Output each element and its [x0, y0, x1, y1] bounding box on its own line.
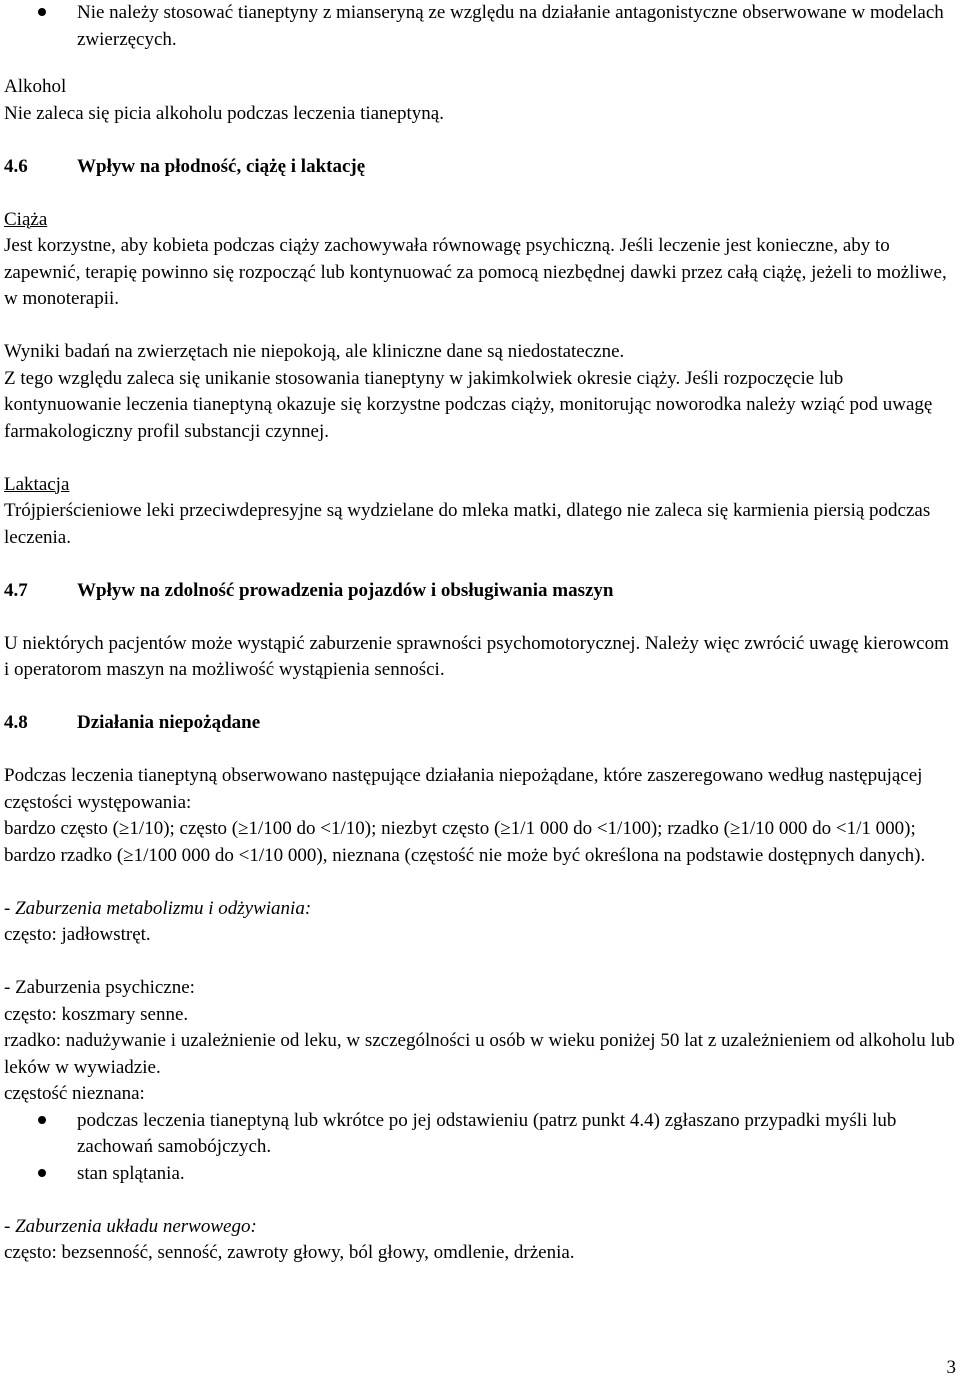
- bullet-icon: [38, 8, 46, 16]
- alcohol-title: Alkohol: [4, 76, 67, 97]
- psychiatric-often: często: koszmary senne.: [4, 1003, 189, 1025]
- lactation-paragraph: Trójpierścieniowe leki przeciwdepresyjne są wydzielane do mleka matki, dlatego nie zaleca się karmienia piersią podczas leczenia.: [4, 500, 931, 548]
- section-number: 4.8: [4, 712, 28, 733]
- document-page: [4, 0, 956, 1267]
- list-item: [4, 0, 956, 53]
- list-item-text: Nie należy stosować tianeptyny z mianseryną ze względu na działanie antagonistyczne obserwowane w modelach zwierzęcych.: [77, 2, 944, 50]
- section-number: 4.7: [4, 579, 28, 601]
- bullet-icon: [38, 1116, 46, 1124]
- list-item-text: podczas leczenia tianeptyną lub wkrótce po jej odstawieniu (patrz punkt 4.4) zgłaszano przypadki myśli lub zachowań samobójczych.: [77, 1109, 897, 1157]
- bullet-icon: [38, 1169, 46, 1177]
- pregnancy-paragraph-2: Wyniki badań na zwierzętach nie niepokoją, ale kliniczne dane są niedostateczne.: [4, 341, 625, 362]
- nervous-system-text: często: bezsenność, senność, zawroty głowy, ból głowy, omdlenie, drżenia.: [4, 1242, 575, 1263]
- section-4-7-paragraph: U niektórych pacjentów może wystąpić zaburzenie sprawności psychomotorycznej. Należy więc zwrócić uwagę kierowcom i operatorom maszyn na możliwość wystąpienia senności.: [4, 632, 949, 680]
- alcohol-text: Nie zaleca się picia alkoholu podczas leczenia tianeptyną.: [4, 102, 444, 124]
- pregnancy-paragraph-1: Jest korzystne, aby kobieta podczas ciąży zachowywała równowagę psychiczną. Jeśli leczenie jest konieczne, aby to zapewnić, terapię powinno się rozpocząć lub kontynuować za pomocą niezbędnej dawki przez całą ciążę, jeżeli to możliwe, w monoterapii.: [4, 235, 947, 309]
- frequency-definitions: bardzo często (≥1/10); często (≥1/100 do <1/10); niezbyt często (≥1/1 000 do <1/100); rzadko (≥1/10 000 do <1/1 000); bardzo rzadko (≥1/100 000 do <1/10 000), nieznana (częstość nie może być określona na podstawie dostępnych danych).: [4, 818, 926, 866]
- psychiatric-title: - Zaburzenia psychiczne:: [4, 977, 195, 998]
- section-4-6-heading: [4, 154, 956, 181]
- list-item-text: stan splątania.: [77, 1162, 185, 1184]
- lactation-title: Laktacja: [4, 473, 70, 495]
- adverse-intro: Podczas leczenia tianeptyną obserwowano następujące działania niepożądane, które zaszeregowano według następującej częstości występowania:: [4, 765, 923, 813]
- bullet-list-top: [4, 0, 956, 53]
- section-title: Działania niepożądane: [77, 712, 261, 733]
- psychiatric-rare: rzadko: nadużywanie i uzależnienie od leku, w szczególności u osób w wieku poniżej 50 lat z uzależnieniem od alkoholu lub leków w wywiadzie.: [4, 1030, 955, 1078]
- list-item: [4, 1161, 956, 1188]
- section-number: 4.6: [4, 155, 28, 177]
- section-title: Wpływ na płodność, ciążę i laktację: [77, 155, 366, 177]
- pregnancy-paragraph-3: Z tego względu zaleca się unikanie stosowania tianeptyny w jakimkolwiek okresie ciąży. Jeśli rozpoczęcie lub kontynuowanie leczenia tianeptyną okazuje się korzystne podczas ciąży, monitorując noworodka należy wziąć pod uwagę farmakologiczny profil substancji czynnej.: [4, 367, 933, 442]
- psychiatric-unknown: częstość nieznana:: [4, 1083, 145, 1104]
- metabolism-text: często: jadłowstręt.: [4, 924, 151, 945]
- metabolism-title: - Zaburzenia metabolizmu i odżywiania:: [4, 897, 312, 919]
- page-number: 3: [946, 1357, 956, 1378]
- section-4-8-heading: [4, 710, 956, 737]
- nervous-system-title: - Zaburzenia układu nerwowego:: [4, 1215, 257, 1237]
- bullet-list-psychiatric: [4, 1108, 956, 1188]
- section-title: Wpływ na zdolność prowadzenia pojazdów i obsługiwania maszyn: [77, 579, 614, 601]
- section-4-7-heading: [4, 578, 956, 605]
- pregnancy-title: Ciąża: [4, 208, 48, 230]
- list-item: [4, 1108, 956, 1161]
